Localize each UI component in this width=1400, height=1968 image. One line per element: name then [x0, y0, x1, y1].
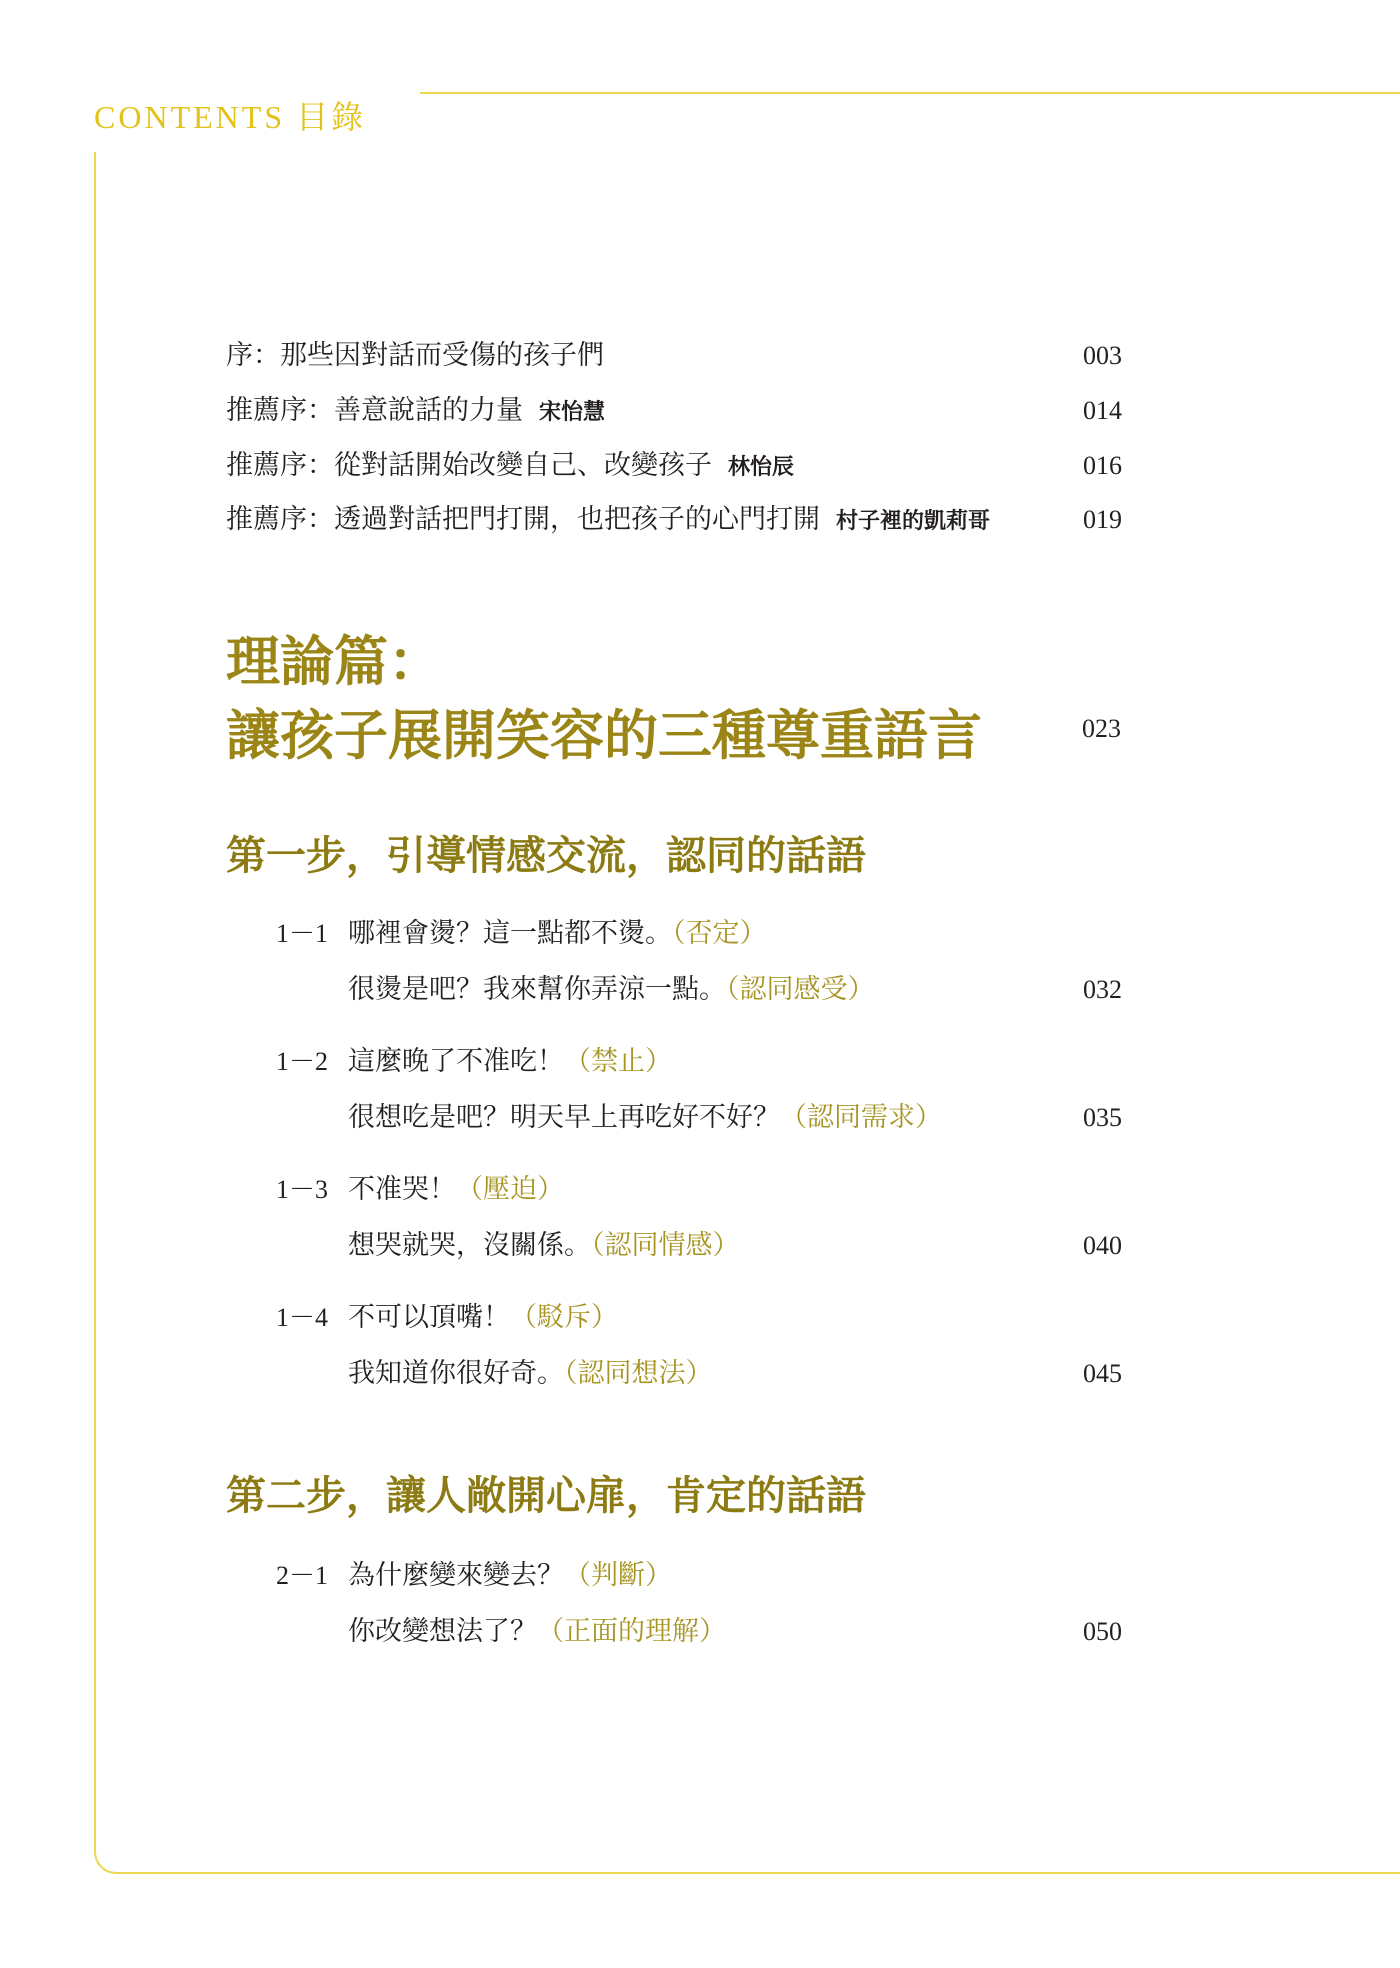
toc-entry-text: 你改變想法了？ [348, 1616, 537, 1647]
toc-entry-text: 很想吃是吧？明天早上再吃好不好？ [348, 1102, 780, 1133]
toc-entry-tag: （禁止） [564, 1046, 672, 1077]
toc-entry-tag: （駁斥） [510, 1302, 618, 1333]
toc-entry-second-line[interactable] [348, 1354, 1122, 1394]
toc-entry-tag: （壓迫） [456, 1174, 564, 1205]
part-title-line-2[interactable]: 讓孩子展開笑容的三種尊重語言 [226, 703, 982, 767]
toc-entry-second-line[interactable] [348, 970, 1122, 1010]
toc-entry-label: 推薦序：透過對話把門打開，也把孩子的心門打開 [226, 504, 820, 535]
toc-entry-text: 不可以頂嘴！ [348, 1302, 510, 1333]
toc-page-number: 003 [1083, 341, 1122, 370]
toc-entry-tag: （判斷） [564, 1560, 672, 1591]
toc-entry-text: 我知道你很好奇。 [348, 1358, 564, 1389]
toc-preface-row[interactable] [226, 391, 1122, 431]
toc-entry-text: 哪裡會燙？這一點都不燙。 [348, 918, 672, 949]
toc-entry-first-line[interactable] [276, 1298, 1122, 1338]
toc-page-number: 032 [1083, 975, 1122, 1004]
toc-entry-first-line[interactable] [276, 914, 1122, 954]
toc-preface-row[interactable] [226, 336, 1122, 376]
toc-entry-tag: （否定） [672, 918, 767, 949]
toc-entry-number: 1－4 [276, 1303, 329, 1332]
toc-entry-label: 推薦序：從對話開始改變自己、改變孩子 [226, 450, 712, 481]
toc-entry-second-line[interactable] [348, 1098, 1122, 1138]
toc-entry-first-line[interactable] [276, 1556, 1122, 1596]
toc-entry-number: 1－1 [276, 919, 329, 948]
toc-entry-number: 2－1 [276, 1561, 329, 1590]
toc-entry-first-line[interactable] [276, 1042, 1122, 1082]
toc-page-number: 023 [1082, 714, 1121, 743]
toc-page-number: 035 [1083, 1103, 1122, 1132]
toc-entry-author: 宋怡慧 [539, 400, 606, 425]
toc-page-number: 040 [1083, 1231, 1122, 1260]
toc-entry-tag: （認同需求） [780, 1102, 942, 1133]
toc-entry-text: 想哭就哭，沒關係。 [348, 1230, 591, 1261]
toc-entry-tag: （認同想法） [564, 1358, 713, 1389]
toc-entry-text: 不准哭！ [348, 1174, 456, 1205]
toc-page-number: 019 [1083, 505, 1122, 534]
toc-entry-second-line[interactable] [348, 1612, 1122, 1652]
toc-page-number: 050 [1083, 1617, 1122, 1646]
toc-entry-text: 很燙是吧？我來幫你弄涼一點。 [348, 974, 726, 1005]
toc-entry-number: 1－2 [276, 1047, 329, 1076]
toc-entry-tag: （認同情感） [591, 1230, 740, 1261]
step-heading: 第一步，引導情感交流，認同的話語 [226, 833, 866, 879]
toc-entry-text: 為什麼變來變去？ [348, 1560, 564, 1591]
toc-page-number: 014 [1083, 396, 1122, 425]
toc-entry-first-line[interactable] [276, 1170, 1122, 1210]
toc-entry-number: 1－3 [276, 1175, 329, 1204]
toc-entry-second-line[interactable] [348, 1226, 1122, 1266]
part-title-line-1: 理論篇： [226, 629, 442, 693]
toc-page-number: 045 [1083, 1359, 1122, 1388]
toc-entry-tag: （正面的理解） [537, 1616, 726, 1647]
toc-entry-author: 林怡辰 [728, 455, 795, 480]
toc-entry-label: 推薦序：善意說話的力量 [226, 395, 523, 426]
header-rule [420, 92, 1400, 94]
toc-page-number: 016 [1083, 451, 1122, 480]
toc-preface-row[interactable] [226, 446, 1122, 486]
toc-entry-author: 村子裡的凱莉哥 [836, 509, 991, 534]
toc-entry-label: 序：那些因對話而受傷的孩子們 [226, 340, 604, 371]
step-heading: 第二步，讓人敞開心扉，肯定的話語 [226, 1473, 866, 1519]
toc-preface-row[interactable] [226, 500, 1122, 540]
toc-entry-text: 這麼晚了不准吃！ [348, 1046, 564, 1077]
header-title: CONTENTS 目錄 [94, 99, 367, 135]
toc-entry-tag: （認同感受） [726, 974, 875, 1005]
